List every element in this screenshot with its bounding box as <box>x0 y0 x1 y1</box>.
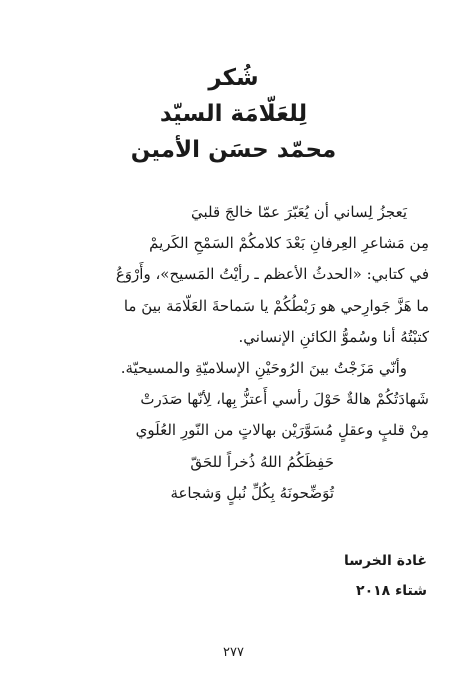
body-line: حَفِظَكُمُ اللهُ ذُخراً للحَقّ <box>190 452 334 471</box>
body-line: وأنّي مَزَجْتُ بينَ الرُوحَيْنِ الإسلاميّةِ والمسيحيّة. <box>120 358 407 377</box>
signature-date: شتاء ٢٠١٨ <box>356 583 427 599</box>
body-line: في كتابي: «الحدثُ الأعظم ـ رأيْتُ المَسيح»، وأَرْوَعُ <box>115 265 429 284</box>
body-line: مِن مَشاعرِ العِرفانِ بَعْدَ كلامكُمْ السَمْحِ الكَريمْ <box>149 234 429 253</box>
body-line: شَهادَتُكُمْ هالةٌ حَوْلَ رأسي أَعتزُّ بِها، لِأنّها صَدَرتْ <box>140 390 429 409</box>
body-line: تُوَضِّحونَهُ بِكُلِّ نُبلٍ وَشجاعة <box>170 483 334 502</box>
title-subheading-honorific: لِلعَلّامَة السيّد <box>159 101 308 127</box>
body-line: ما هَزَّ جَوارِحي هو رَبْطُكُمْ يا سَماحةَ العَلّامَة بينَ ما <box>123 296 429 315</box>
title-subheading-name: محمّد حسَن الأمين <box>130 137 337 163</box>
page-number: ٢٧٧ <box>223 645 244 660</box>
title-block <box>0 60 467 168</box>
author-name: غادة الخرسا <box>343 553 427 569</box>
body-line: يَعجزُ لِساني أن يُعَبّرَ عمّا خالجَ قلبيَ <box>190 203 407 221</box>
body-line: مِنْ قلبٍ وعقلٍ مُسَوَّرَيْن بهالاتٍ من النّورِ العُلَوي <box>135 421 429 440</box>
title-heading: شُكر <box>208 65 259 91</box>
signature-block <box>344 546 427 606</box>
body-line: كتبْتُهُ أنا وسُموُّ الكائنِ الإنساني. <box>238 327 429 346</box>
body-text <box>38 197 429 509</box>
